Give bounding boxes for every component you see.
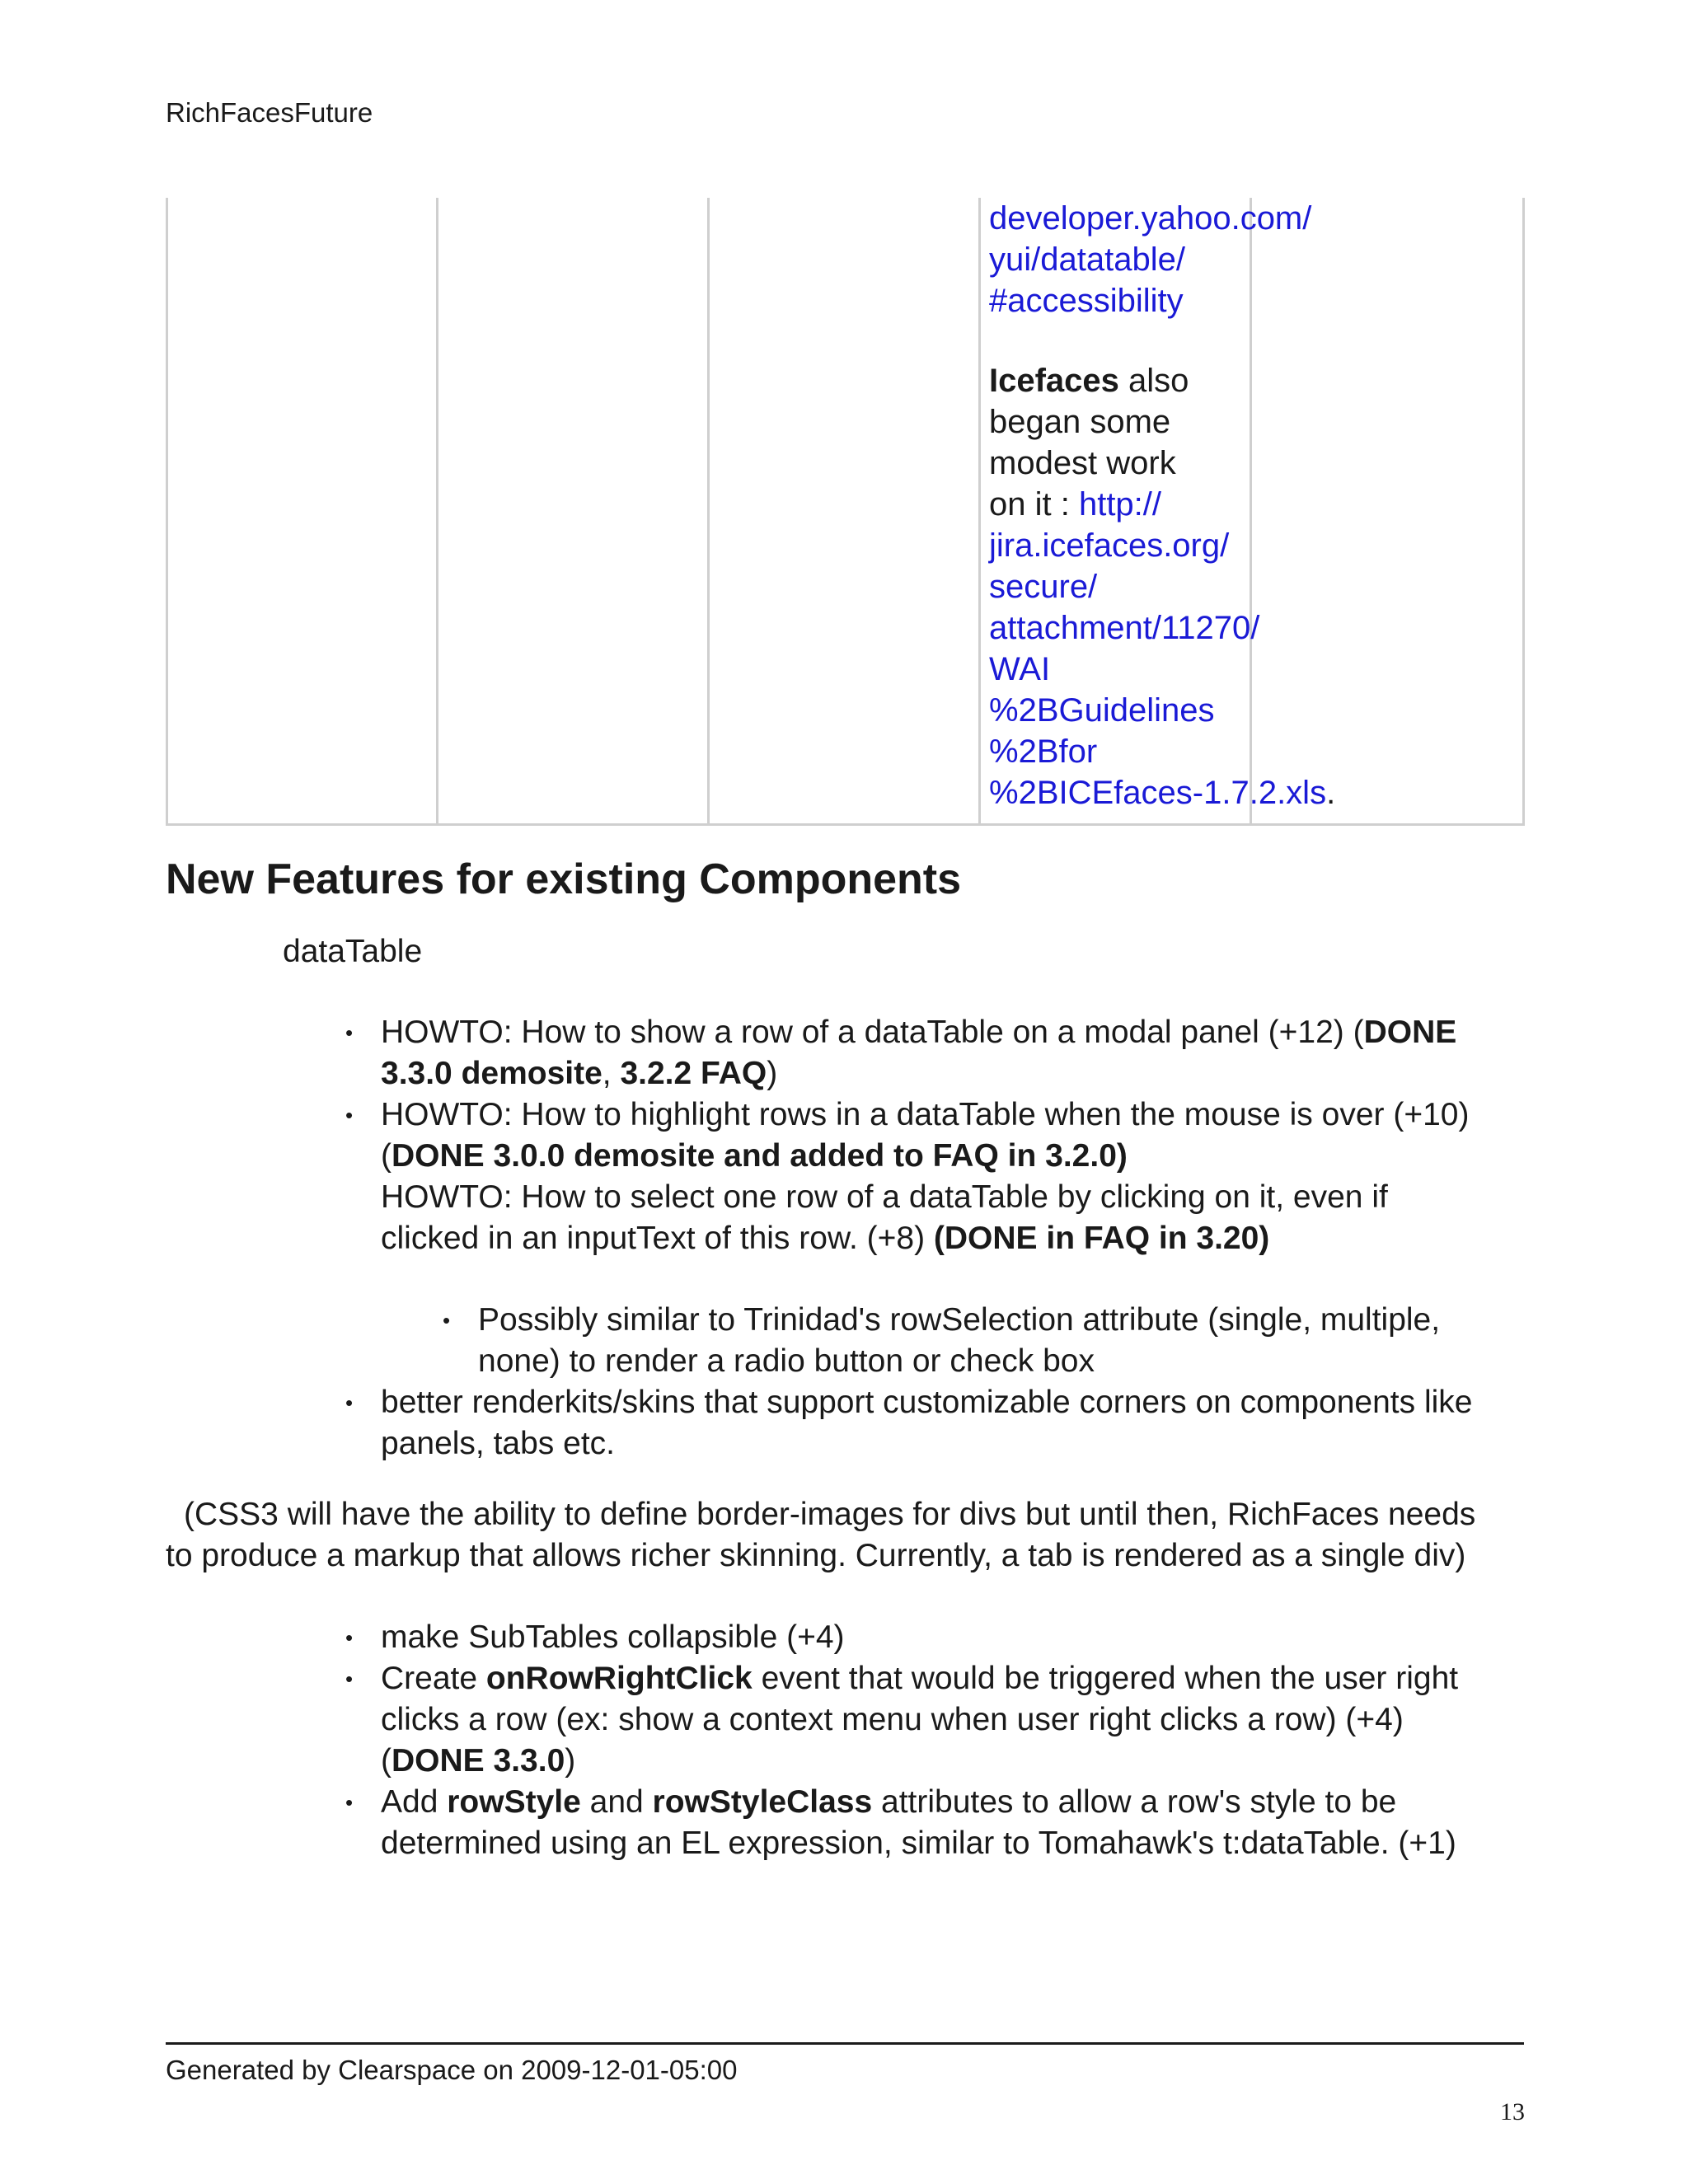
section-heading: New Features for existing Components (166, 855, 962, 903)
footer-divider (166, 2042, 1524, 2045)
list-item: better renderkits/skins that support customizable corners on components like panels, tabs etc. (381, 1385, 1473, 1461)
icefaces-jira-link[interactable]: http:// jira.icefaces.org/ secure/ attachment/11270/ WAI %2BGuidelines %2Bfor %2BICEfaces-1.7.2.xls (989, 486, 1327, 811)
bullet-icon: • (345, 1625, 354, 1650)
table-border-left (166, 198, 168, 826)
bullet-icon: • (345, 1103, 354, 1127)
nested-list-item: Possibly similar to Trinidad's rowSelection attribute (single, multiple, none) to render a radio button or check box (478, 1302, 1441, 1379)
table-column-divider (707, 198, 710, 826)
table-border-right (1522, 198, 1525, 826)
subsection-label: dataTable (283, 934, 423, 969)
footer-generated-note: Generated by Clearspace on 2009-12-01-05:00 (166, 2055, 738, 2085)
page-number: 13 (1500, 2098, 1525, 2125)
bullet-icon: • (443, 1308, 451, 1333)
running-header: RichFacesFuture (166, 97, 373, 128)
bullet-icon: • (345, 1666, 354, 1691)
list-item: Create onRowRightClick event that would be triggered when the user right clicks a row (ex: show a context menu when user right clicks a row) (+4) (DONE 3.3.0) (381, 1661, 1459, 1779)
table-border-bottom (166, 823, 1525, 826)
css3-paragraph: (CSS3 will have the ability to define border-images for divs but until then, RichFaces needs to produce a markup that allows richer skinning. Currently, a tab is rendered as a single div) (166, 1497, 1476, 1573)
bullet-icon: • (345, 1790, 354, 1815)
bullet-icon: • (345, 1020, 354, 1045)
list-item: HOWTO: How to highlight rows in a dataTable when the mouse is over (+10) (DONE 3.0.0 demosite and added to FAQ in 3.2.0) HOWTO: How to select one row of a dataTable by clicking on it, even if clicked in an inputText of this row. (+8) (DONE in FAQ in 3.20) (381, 1097, 1470, 1256)
continued-table (166, 198, 1525, 826)
icefaces-note: Icefaces also began some modest work on it : http:// jira.icefaces.org/ secure/ attachment/11270/ WAI %2BGuidelines %2Bfor %2BICEfaces-1.7.2.xls. (989, 363, 1336, 811)
table-cell-notes (989, 198, 1343, 813)
list-item: make SubTables collapsible (+4) (381, 1619, 845, 1655)
bullet-icon: • (345, 1390, 354, 1415)
list-item: HOWTO: How to show a row of a dataTable on a modal panel (+12) (DONE 3.3.0 demosite, 3.2.2 FAQ) (381, 1015, 1457, 1091)
table-column-divider (978, 198, 981, 826)
table-column-divider (436, 198, 438, 826)
list-item: Add rowStyle and rowStyleClass attributes to allow a row's style to be determined using an EL expression, similar to Tomahawk's t:dataTable. (+1) (381, 1784, 1456, 1861)
yui-accessibility-link[interactable]: developer.yahoo.com/ yui/datatable/ #accessibility (989, 200, 1312, 319)
